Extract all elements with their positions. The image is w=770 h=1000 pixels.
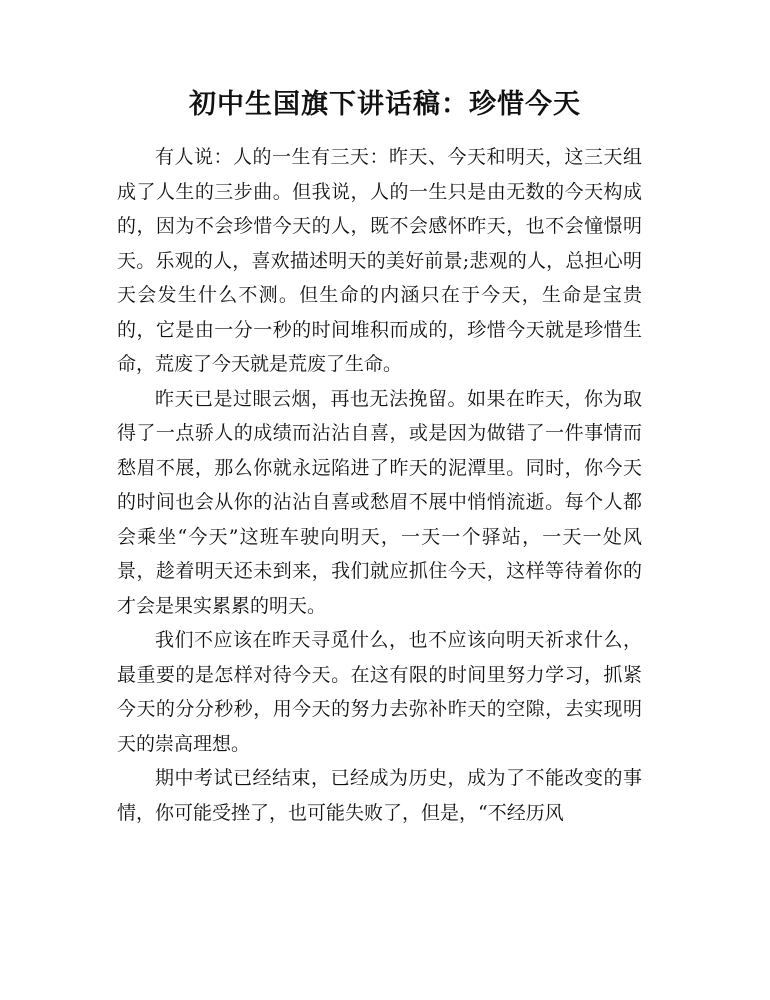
paragraph-4: 期中考试已经结束，已经成为历史，成为了不能改变的事情，你可能受挫了，也可能失败了，但是，“不经历风: [117, 767, 642, 824]
document-body: [117, 140, 642, 830]
paragraph-2: 昨天已是过眼云烟，再也无法挽留。如果在昨天，你为取得了一点骄人的成绩而沾沾自喜，或是因为做错了一件事情而愁眉不展，那么你就永远陷进了昨天的泥潭里。同时，你今天的时间也会从你的沾沾自喜或愁眉不展中悄悄流逝。每个人都会乘坐“今天”这班车驶向明天，一天一个驿站，一天一处风景，趁着明天还未到来，我们就应抓住今天，这样等待着你的才会是果实累累的明天。: [117, 387, 642, 617]
document-title: 初中生国旗下讲话稿：珍惜今天: [189, 89, 581, 120]
paragraph-3: 我们不应该在昨天寻觅什么，也不应该向明天祈求什么，最重要的是怎样对待今天。在这有限的时间里努力学习，抓紧今天的分分秒秒，用今天的努力去弥补昨天的空隙，去实现明天的崇高理想。: [117, 629, 642, 755]
paragraph-1: 有人说：人的一生有三天：昨天、今天和明天，这三天组成了人生的三步曲。但我说，人的一生只是由无数的今天构成的，因为不会珍惜今天的人，既不会感怀昨天，也不会憧憬明天。乐观的人，喜欢描述明天的美好前景;悲观的人，总担心明天会发生什么不测。但生命的内涵只在于今天，生命是宝贵的，它是由一分一秒的时间堆积而成的，珍惜今天就是珍惜生命，荒废了今天就是荒废了生命。: [117, 146, 642, 375]
